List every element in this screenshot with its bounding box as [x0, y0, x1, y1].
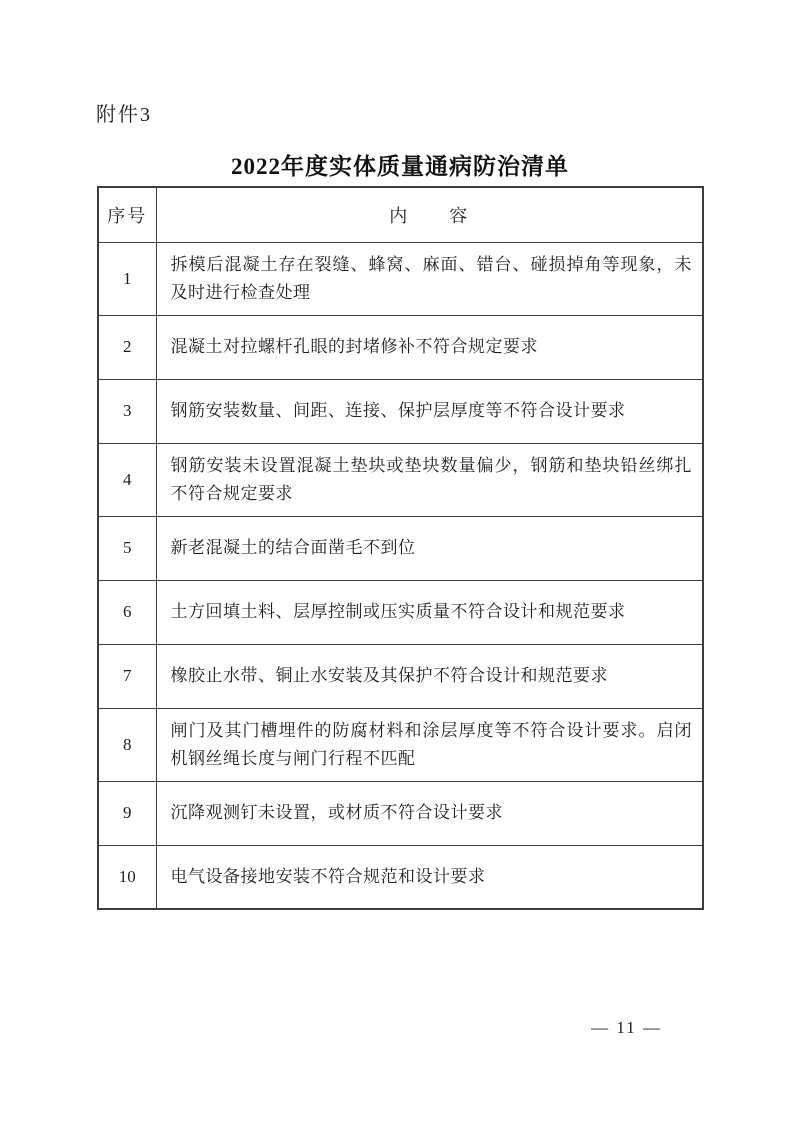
row-index: 5	[98, 516, 156, 580]
document-title: 2022年度实体质量通病防治清单	[231, 154, 569, 179]
table-row	[98, 443, 703, 516]
table-header-row	[98, 187, 703, 242]
row-index: 4	[98, 443, 156, 516]
row-index: 8	[98, 708, 156, 781]
row-content: 混凝土对拉螺杆孔眼的封堵修补不符合规定要求	[156, 315, 703, 379]
row-index: 6	[98, 580, 156, 644]
row-index: 10	[98, 845, 156, 909]
row-index: 7	[98, 644, 156, 708]
table-row	[98, 379, 703, 443]
table-header-index: 序号	[98, 187, 156, 242]
row-content: 土方回填土料、层厚控制或压实质量不符合设计和规范要求	[156, 580, 703, 644]
row-content: 沉降观测钉未设置，或材质不符合设计要求	[156, 781, 703, 845]
table-row	[98, 516, 703, 580]
table-header-content: 内 容	[156, 187, 703, 242]
table-row	[98, 644, 703, 708]
table-row	[98, 580, 703, 644]
row-index: 3	[98, 379, 156, 443]
page-number: — 11 —	[591, 1018, 662, 1037]
row-index: 9	[98, 781, 156, 845]
row-content: 拆模后混凝土存在裂缝、蜂窝、麻面、错台、碰损掉角等现象，未及时进行检查处理	[156, 242, 703, 315]
row-content: 钢筋安装未设置混凝土垫块或垫块数量偏少，钢筋和垫块铅丝绑扎不符合规定要求	[156, 443, 703, 516]
table-row	[98, 242, 703, 315]
attachment-label: 附件3	[96, 104, 152, 126]
row-content: 电气设备接地安装不符合规范和设计要求	[156, 845, 703, 909]
table-row	[98, 708, 703, 781]
table-row	[98, 315, 703, 379]
defects-table	[97, 186, 704, 910]
row-index: 1	[98, 242, 156, 315]
table-row	[98, 781, 703, 845]
row-content: 钢筋安装数量、间距、连接、保护层厚度等不符合设计要求	[156, 379, 703, 443]
row-index: 2	[98, 315, 156, 379]
row-content: 橡胶止水带、铜止水安装及其保护不符合设计和规范要求	[156, 644, 703, 708]
table-row	[98, 845, 703, 909]
row-content: 闸门及其门槽埋件的防腐材料和涂层厚度等不符合设计要求。启闭机钢丝绳长度与闸门行程不匹配	[156, 708, 703, 781]
row-content: 新老混凝土的结合面凿毛不到位	[156, 516, 703, 580]
